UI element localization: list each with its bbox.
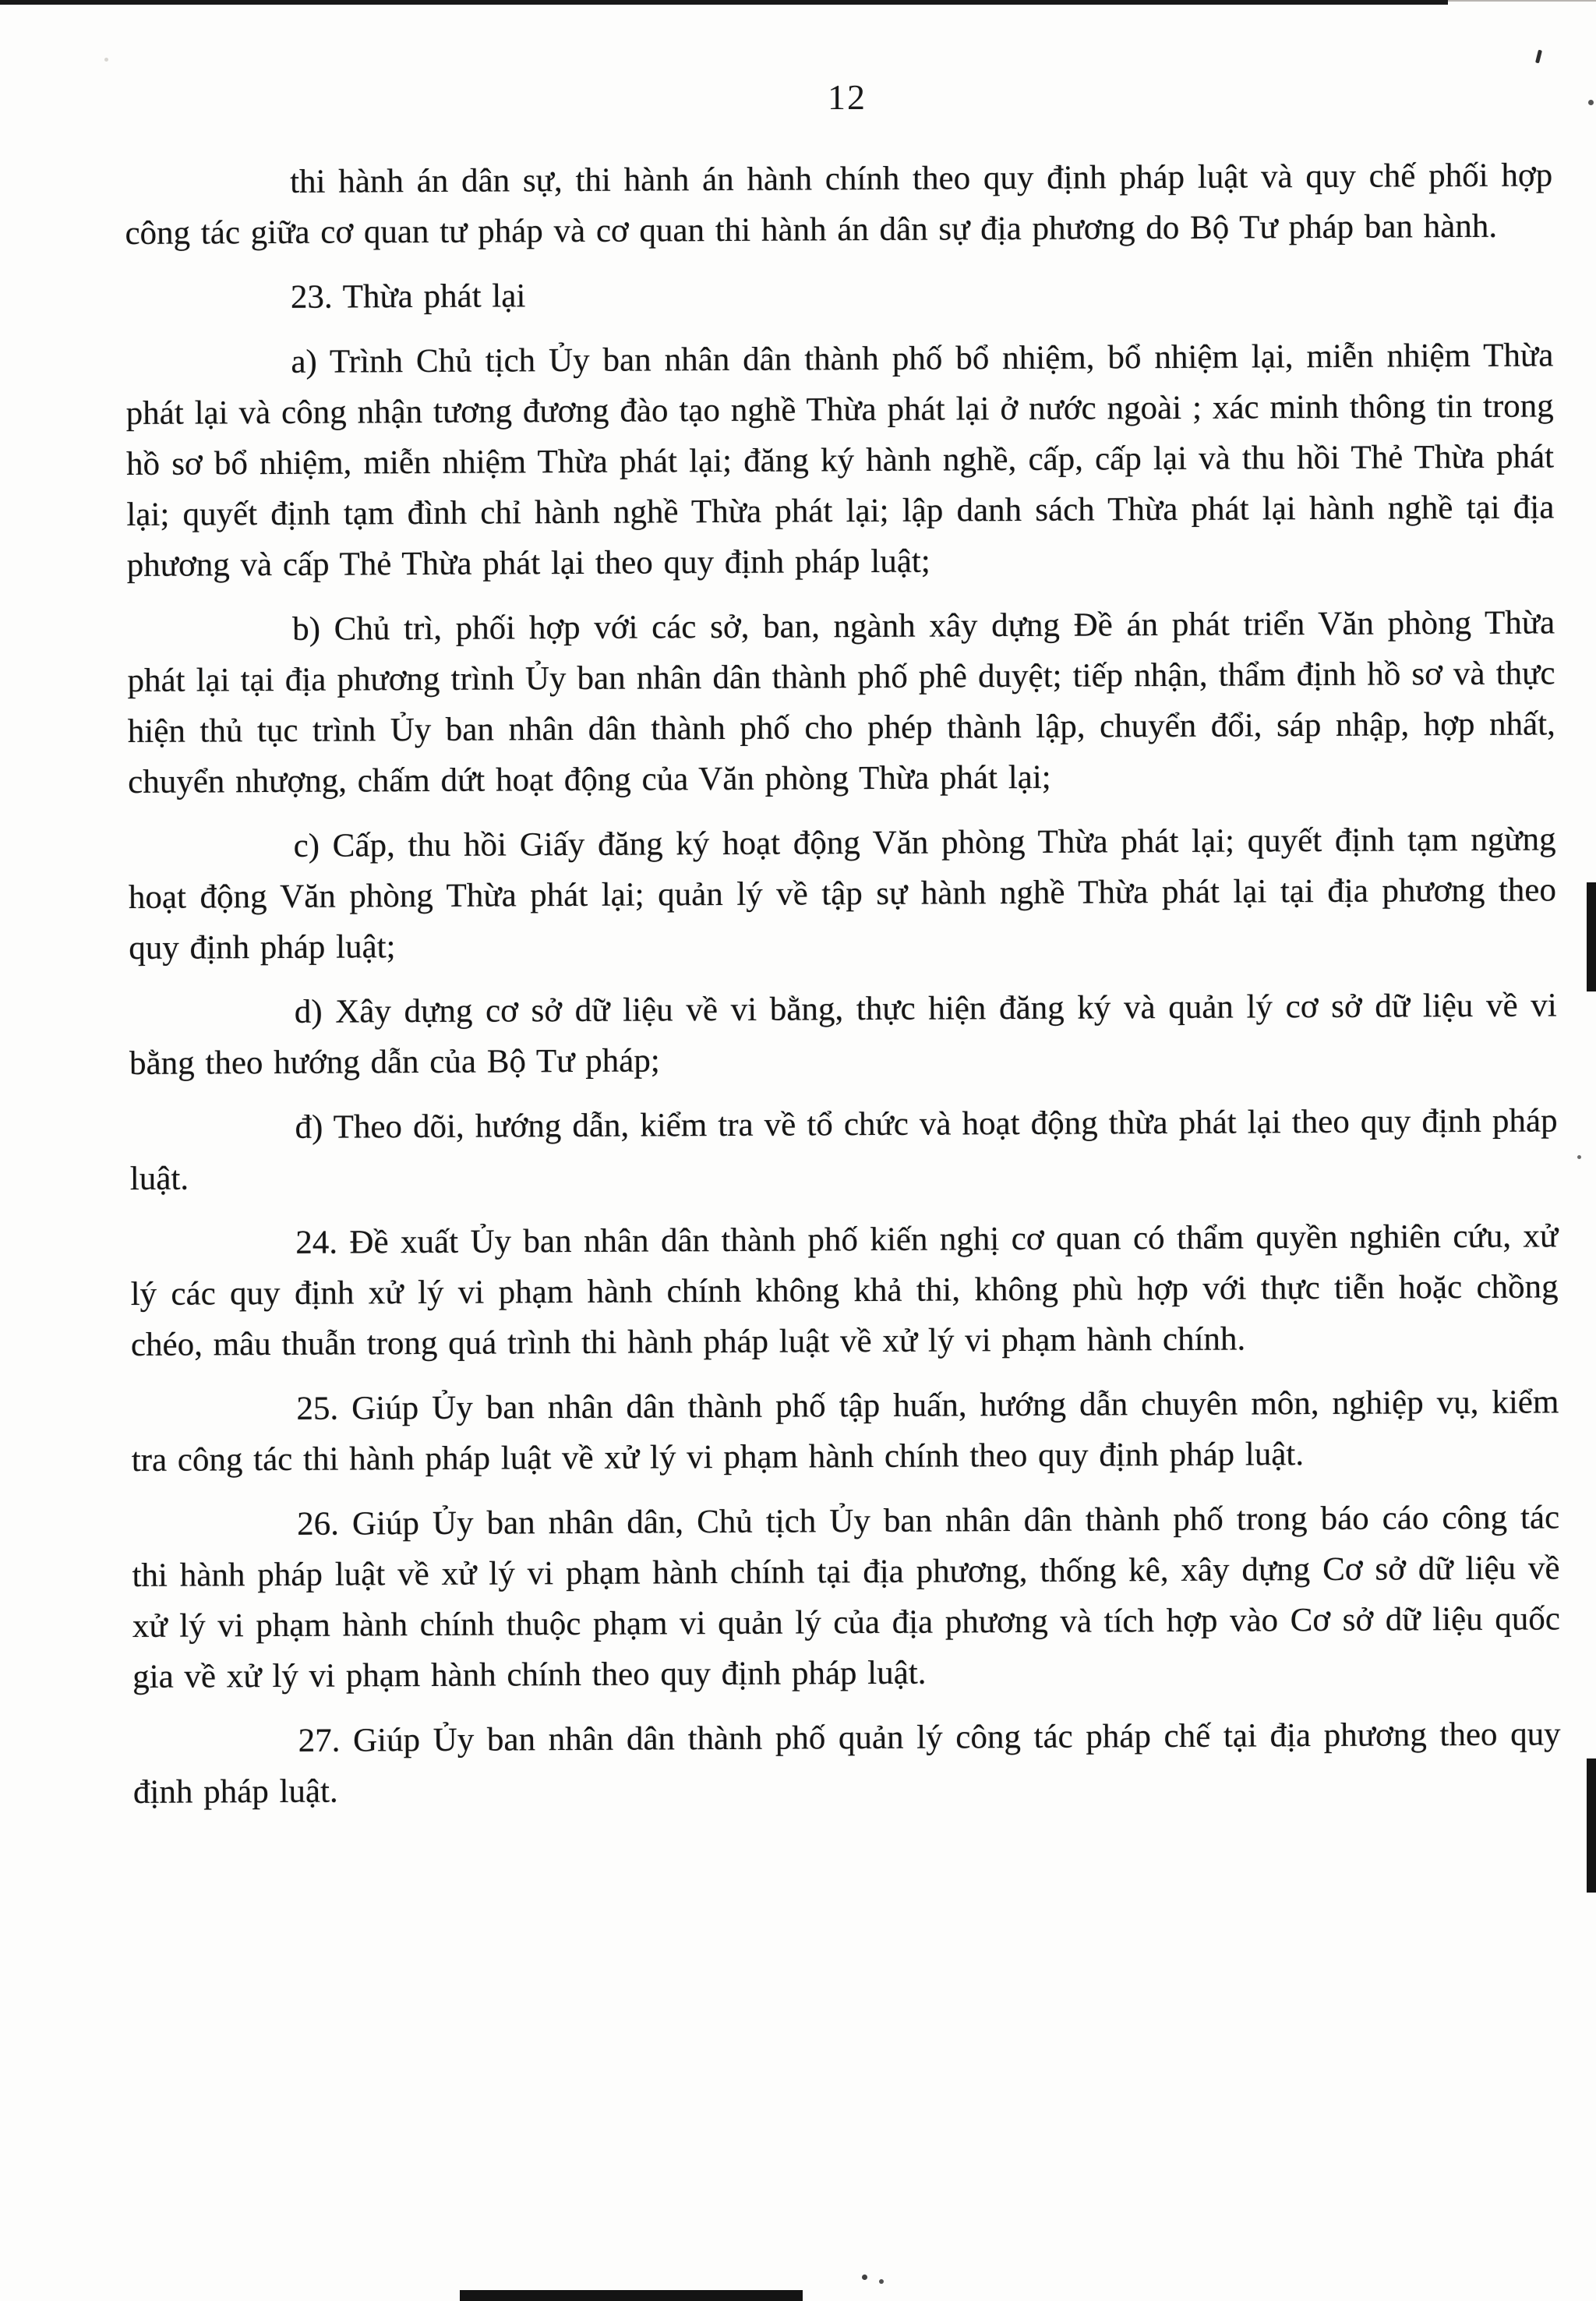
scan-speck: [862, 2274, 867, 2280]
scan-speck: [1588, 100, 1594, 105]
clause-23dd: đ) Theo dõi, hướng dẫn, kiểm tra về tổ chức và hoạt động thừa phát lại theo quy định pháp luật.: [129, 1102, 1558, 1197]
paragraph-24: 24. Đề xuất Ủy ban nhân dân thành phố kiến nghị cơ quan có thẩm quyền nghiên cứu, xử lý các quy định xử lý vi phạm hành chính không khả thi, không phù hợp với thực tiễn hoặc chồng chéo, mâu thuẫn trong quá trình thi hành pháp luật về xử lý vi phạm hành chính.: [130, 1218, 1559, 1363]
scan-speck: [104, 58, 108, 62]
scan-artifact-top-edge-bar: [0, 0, 1448, 5]
clause-23b: b) Chủ trì, phối hợp với các sở, ban, ngành xây dựng Đề án phát triển Văn phòng Thừa phát lại tại địa phương trình Ủy ban nhân dân thành phố phê duyệt; tiếp nhận, thẩm định hồ sơ và thực hiện thủ tục trình Ủy ban nhân dân thành phố cho phép thành lập, chuyển đổi, sáp nhập, hợp nhất, chuyển nhượng, chấm dứt hoạt động của Văn phòng Thừa phát lại;: [127, 604, 1555, 801]
clause-23c: c) Cấp, thu hồi Giấy đăng ký hoạt động Văn phòng Thừa phát lại; quyết định tạm ngừng hoạt động Văn phòng Thừa phát lại; quản lý về tập sự hành nghề Thừa phát lại tại địa phương theo quy định pháp luật;: [128, 821, 1557, 967]
scan-speck: [1535, 50, 1542, 64]
scan-artifact-right-edge-bar-lower: [1587, 1758, 1596, 1893]
paragraph-25: 25. Giúp Ủy ban nhân dân thành phố tập huấn, hướng dẫn chuyên môn, nghiệp vụ, kiểm tra công tác thi hành pháp luật về xử lý vi phạm hành chính theo quy định pháp luật.: [131, 1384, 1559, 1479]
clause-23d: d) Xây dựng cơ sở dữ liệu về vi bằng, thực hiện đăng ký và quản lý cơ sở dữ liệu về vi bằng theo hướng dẫn của Bộ Tư pháp;: [129, 987, 1557, 1082]
paragraph-27: 27. Giúp Ủy ban nhân dân thành phố quản lý công tác pháp chế tại địa phương theo quy định pháp luật.: [132, 1716, 1561, 1811]
page-number: 12: [828, 77, 867, 117]
scan-artifact-bottom-edge-bar: [460, 2290, 803, 2301]
paragraph-continuation: thi hành án dân sự, thi hành án hành chính theo quy định pháp luật và quy chế phối hợp công tác giữa cơ quan tư pháp và cơ quan thi hành án dân sự địa phương do Bộ Tư pháp ban hành.: [125, 157, 1553, 252]
scan-speck: [879, 2279, 884, 2284]
scan-artifact-right-edge-bar-upper: [1587, 882, 1596, 991]
section-23-heading: 23. Thừa phát lại: [290, 277, 526, 316]
clause-23a: a) Trình Chủ tịch Ủy ban nhân dân thành phố bổ nhiệm, bổ nhiệm lại, miễn nhiệm Thừa phát lại và công nhận tương đương đào tạo nghề Thừa phát lại ở nước ngoài ; xác minh thông tin trong hồ sơ bổ nhiệm, miễn nhiệm Thừa phát lại; đăng ký hành nghề, cấp, cấp lại và thu hồi Thẻ Thừa phát lại; quyết định tạm đình chỉ hành nghề Thừa phát lại; lập danh sách Thừa phát lại hành nghề tại địa phương và cấp Thẻ Thừa phát lại theo quy định pháp luật;: [125, 337, 1555, 584]
document-text-block: [125, 150, 1561, 1818]
scan-speck: [1577, 1155, 1581, 1159]
paragraph-26: 26. Giúp Ủy ban nhân dân, Chủ tịch Ủy ban nhân dân thành phố trong báo cáo công tác thi hành pháp luật về xử lý vi phạm hành chính tại địa phương, thống kê, xây dựng Cơ sở dữ liệu về xử lý vi phạm hành chính thuộc phạm vi quản lý của địa phương và tích hợp vào Cơ sở dữ liệu quốc gia về xử lý vi phạm hành chính theo quy định pháp luật.: [132, 1499, 1560, 1695]
